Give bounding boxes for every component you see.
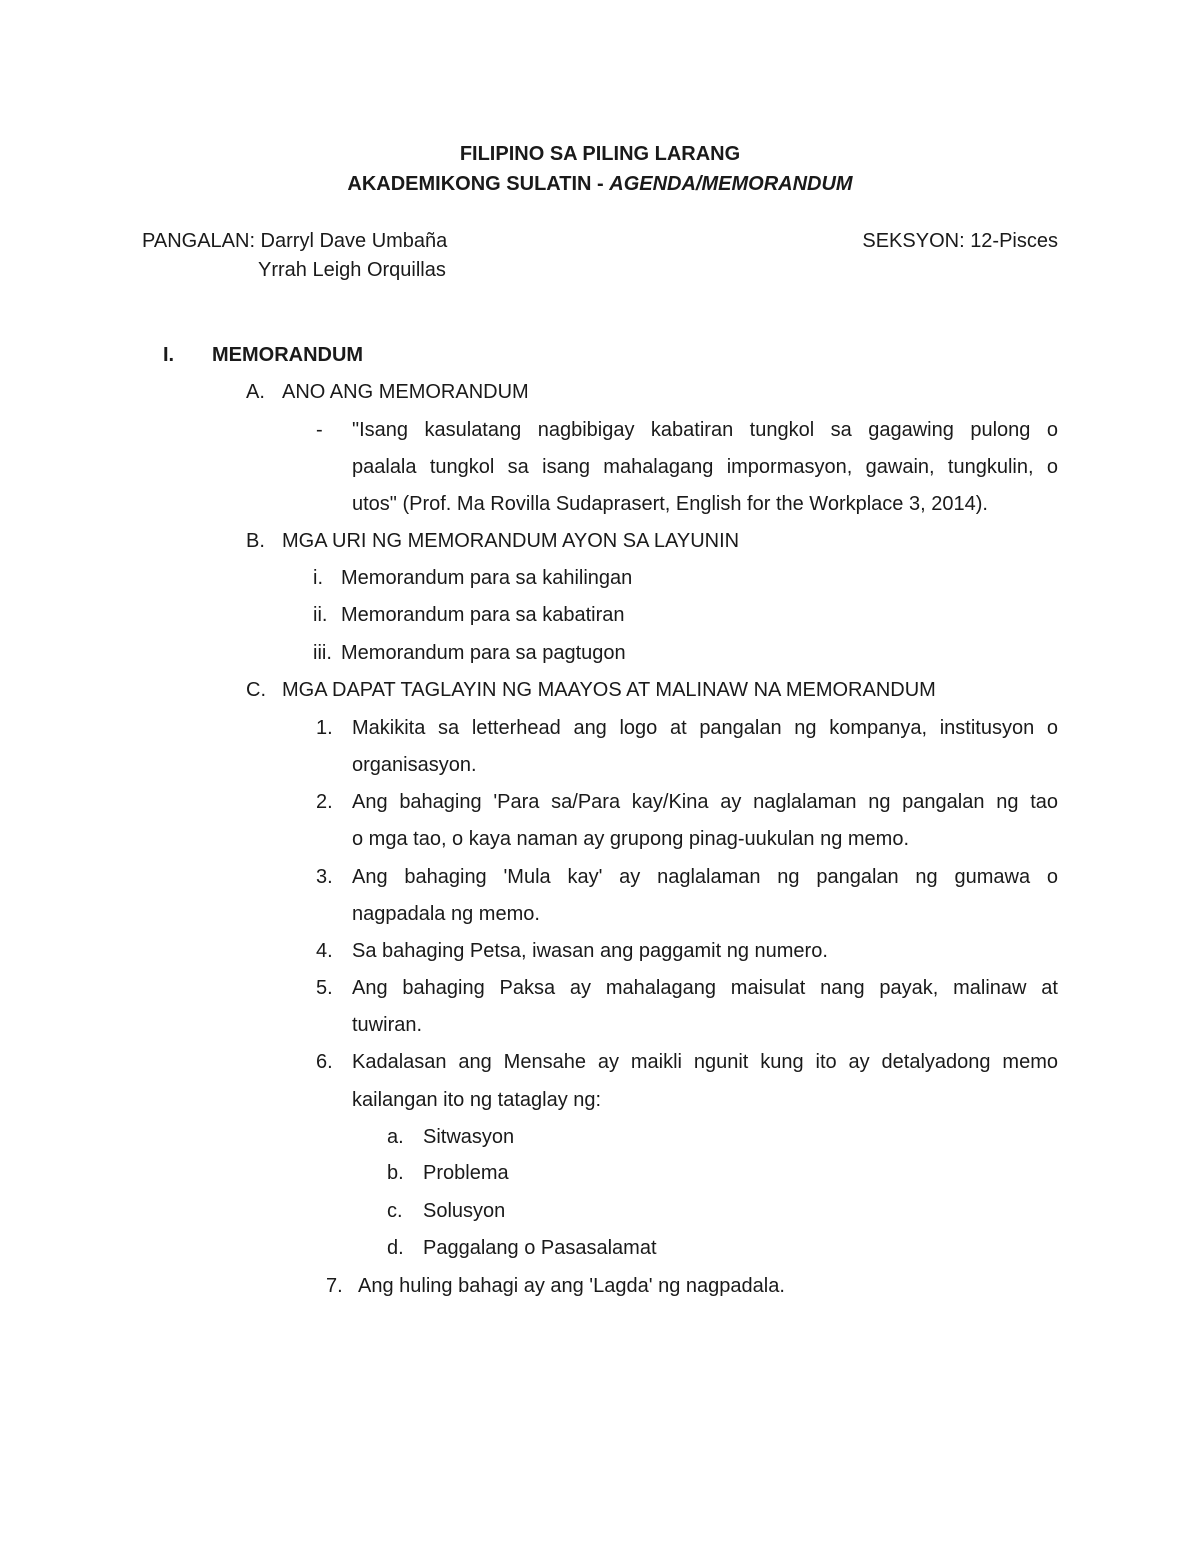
list-marker-number: 2. (316, 791, 333, 813)
list-item-line: Ang bahaging 'Para sa/Para kay/Kina ay naglalaman ng pangalan ng tao (352, 791, 1058, 813)
subsection-a-heading: ANO ANG MEMORANDUM (282, 381, 529, 403)
list-item-line: kailangan ito ng tataglay ng: (352, 1089, 602, 1111)
list-item-line: Ang bahaging Paksa ay mahalagang maisulat nang payak, malinaw at (352, 977, 1058, 999)
subtitle-italic: AGENDA/MEMORANDUM (609, 173, 853, 195)
section-field: SEKSYON: 12-Pisces (862, 230, 1058, 252)
list-marker-number: 7. (326, 1275, 343, 1297)
definition-line-3: utos" (Prof. Ma Rovilla Sudaprasert, English for the Workplace 3, 2014). (352, 493, 988, 515)
list-marker-letter: c. (387, 1200, 403, 1222)
section-numeral: I. (163, 344, 175, 366)
document-subtitle (0, 174, 1200, 194)
list-marker-b: B. (246, 530, 265, 552)
list-marker-letter: d. (387, 1237, 404, 1259)
list-marker-number: 3. (316, 866, 333, 888)
definition-line-2: paalala tungkol sa isang mahalagang impormasyon, gawain, tungkulin, o (352, 456, 1058, 478)
list-item-line: Sa bahaging Petsa, iwasan ang paggamit ng numero. (352, 940, 828, 962)
list-marker-roman: iii. (313, 642, 332, 664)
dash-marker: - (316, 419, 323, 441)
list-item-line: Kadalasan ang Mensahe ay maikli ngunit kung ito ay detalyadong memo (352, 1051, 1058, 1073)
list-item-line: Makikita sa letterhead ang logo at pangalan ng kompanya, institusyon o (352, 717, 1058, 739)
subsection-b-heading: MGA URI NG MEMORANDUM AYON SA LAYUNIN (282, 530, 740, 552)
list-marker-roman: ii. (313, 604, 328, 626)
list-marker-letter: b. (387, 1162, 404, 1184)
list-marker-number: 6. (316, 1051, 333, 1073)
list-marker-number: 5. (316, 977, 333, 999)
list-item-line: Ang huling bahagi ay ang 'Lagda' ng nagpadala. (358, 1275, 785, 1297)
definition-line-1: "Isang kasulatang nagbibigay kabatiran tungkol sa gagawing pulong o (352, 419, 1058, 441)
list-item: Memorandum para sa kahilingan (341, 567, 633, 589)
list-marker-c: C. (246, 679, 266, 701)
list-item: Memorandum para sa kabatiran (341, 604, 625, 626)
list-marker-a: A. (246, 381, 265, 403)
sub-list-item: Solusyon (423, 1200, 506, 1222)
sub-list-item: Sitwasyon (423, 1126, 515, 1148)
document-title: FILIPINO SA PILING LARANG (459, 143, 741, 165)
list-marker-letter: a. (387, 1126, 404, 1148)
name-field: PANGALAN: Darryl Dave Umbaña (142, 230, 448, 252)
name-second: Yrrah Leigh Orquillas (258, 259, 446, 281)
list-marker-roman: i. (313, 567, 323, 589)
list-item-line: nagpadala ng memo. (352, 903, 540, 925)
sub-list-item: Problema (423, 1162, 509, 1184)
list-marker-number: 1. (316, 717, 333, 739)
sub-list-item: Paggalang o Pasasalamat (423, 1237, 657, 1259)
subtitle-plain: AKADEMIKONG SULATIN - (347, 173, 610, 195)
section-heading: MEMORANDUM (212, 344, 364, 366)
subsection-c-heading: MGA DAPAT TAGLAYIN NG MAAYOS AT MALINAW NA MEMORANDUM (282, 679, 936, 701)
list-item-line: organisasyon. (352, 754, 477, 776)
list-marker-number: 4. (316, 940, 333, 962)
list-item-line: o mga tao, o kaya naman ay grupong pinag-uukulan ng memo. (352, 828, 910, 850)
list-item-line: Ang bahaging 'Mula kay' ay naglalaman ng pangalan ng gumawa o (352, 866, 1058, 888)
list-item-line: tuwiran. (352, 1014, 423, 1036)
list-item: Memorandum para sa pagtugon (341, 642, 626, 664)
